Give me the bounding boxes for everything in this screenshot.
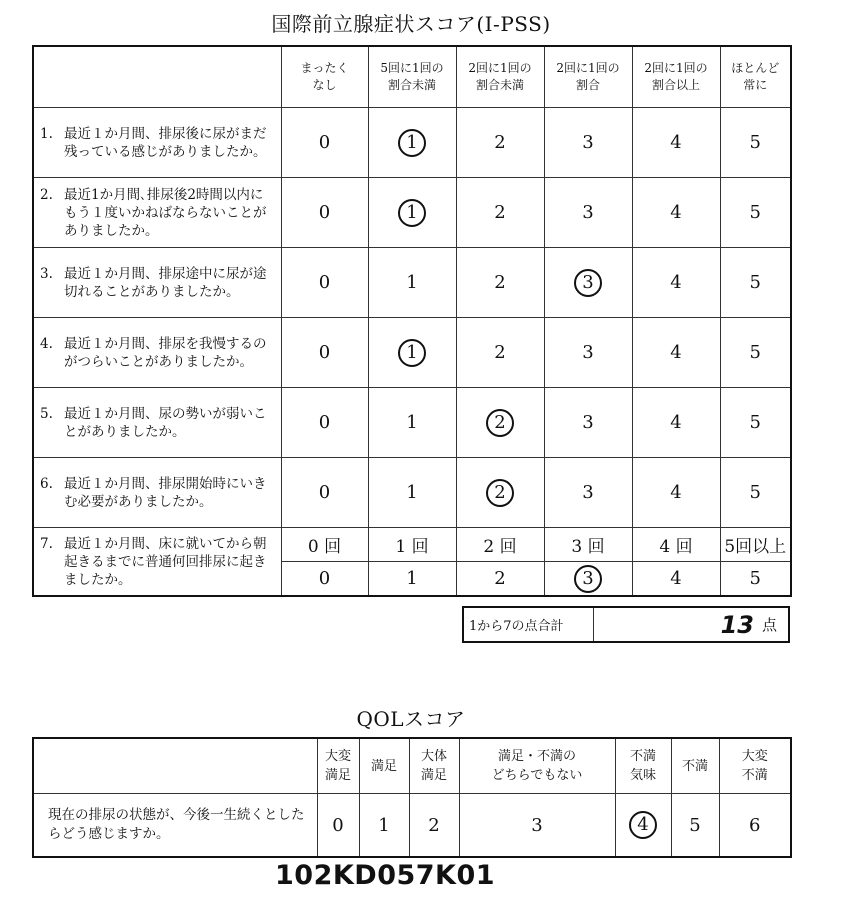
- ipss-header-blank: [33, 46, 281, 108]
- qol-column-header: 大変 満足: [317, 738, 359, 794]
- qol-score-cell[interactable]: 1: [359, 794, 409, 858]
- question-text: [33, 528, 281, 597]
- qol-header-row: [33, 738, 791, 794]
- total-score-unit: 点: [762, 616, 778, 634]
- question-number: 2.: [40, 186, 53, 203]
- question-label: 最近１か月間、排尿を我慢するのがつらいことがありましたか。: [64, 335, 267, 370]
- ipss-question-row: [33, 318, 791, 388]
- question-label: 最近１か月間、排尿開始時にいきむ必要がありましたか。: [64, 475, 267, 510]
- qol-score-cell[interactable]: 2: [409, 794, 459, 858]
- ipss-column-header: 2回に1回の 割合: [544, 46, 632, 108]
- ipss-question-row: [33, 388, 791, 458]
- question-text: [33, 248, 281, 318]
- ipss-column-header: 2回に1回の 割合以上: [632, 46, 720, 108]
- qol-score-cell[interactable]: [615, 794, 671, 858]
- qol-column-header: 大変 不満: [719, 738, 791, 794]
- score-cell[interactable]: 4: [632, 248, 720, 318]
- score-cell[interactable]: 4: [632, 562, 720, 597]
- selected-score-circle: 2: [486, 409, 514, 437]
- qol-column-header: 満足・不満の どちらでもない: [459, 738, 615, 794]
- qol-score-cell[interactable]: 0: [317, 794, 359, 858]
- ipss-title: 国際前立腺症状スコア(I-PSS): [271, 12, 551, 36]
- qol-score-cell[interactable]: 6: [719, 794, 791, 858]
- selected-score-circle: 4: [629, 811, 657, 839]
- qol-score-cell[interactable]: 3: [459, 794, 615, 858]
- question-number: 5.: [40, 405, 53, 422]
- score-cell[interactable]: 3: [544, 178, 632, 248]
- selected-score-circle: 3: [574, 269, 602, 297]
- ipss-question-row: [33, 458, 791, 528]
- ipss-question-row: [33, 248, 791, 318]
- score-cell[interactable]: 3: [544, 458, 632, 528]
- score-cell[interactable]: 4: [632, 178, 720, 248]
- ipss-question-row: [33, 178, 791, 248]
- question-text: [33, 388, 281, 458]
- ipss-table: [32, 45, 792, 597]
- score-cell[interactable]: 0: [281, 388, 368, 458]
- score-cell[interactable]: 0: [281, 458, 368, 528]
- score-cell[interactable]: 2: [456, 562, 544, 597]
- question-number: 6.: [40, 475, 53, 492]
- score-cell[interactable]: [368, 108, 456, 178]
- score-cell[interactable]: 5: [720, 388, 791, 458]
- qol-question: 現在の排尿の状態が、今後一生続くとしたらどう感じますか。: [33, 794, 317, 858]
- score-cell[interactable]: 0: [281, 248, 368, 318]
- selected-score-circle: 3: [574, 565, 602, 593]
- score-cell[interactable]: 1: [368, 458, 456, 528]
- selected-score-circle: 1: [398, 199, 426, 227]
- question-number: 1.: [40, 125, 53, 142]
- total-score-box: [462, 606, 790, 643]
- qol-column-header: 不満 気味: [615, 738, 671, 794]
- score-cell[interactable]: 2: [456, 248, 544, 318]
- question-text: [33, 108, 281, 178]
- question-text: [33, 178, 281, 248]
- score-cell[interactable]: 0: [281, 178, 368, 248]
- total-score-value: 13: [720, 610, 754, 639]
- selected-score-circle: 2: [486, 479, 514, 507]
- qol-column-header: 大体 満足: [409, 738, 459, 794]
- qol-column-header: 満足: [359, 738, 409, 794]
- form-code: 102KD057K01: [275, 860, 496, 891]
- question-number: 7.: [40, 535, 53, 552]
- question-label: 最近１か月間、排尿後に尿がまだ残っている感じがありましたか。: [64, 125, 267, 160]
- frequency-cell: 3 回: [544, 528, 632, 562]
- selected-score-circle: 1: [398, 339, 426, 367]
- qol-title: QOLスコア: [356, 707, 466, 731]
- score-cell[interactable]: [456, 458, 544, 528]
- question-label: 最近１か月間、尿の勢いが弱いことがありましたか。: [64, 405, 267, 440]
- total-score-label: 1から7の点合計: [464, 608, 594, 641]
- qol-header-blank: [33, 738, 317, 794]
- frequency-cell: 4 回: [632, 528, 720, 562]
- score-cell[interactable]: 5: [720, 562, 791, 597]
- question-label: 最近１か月間、床に就いてから朝起きるまでに普通何回排尿に起きましたか。: [64, 535, 267, 588]
- score-cell[interactable]: [368, 178, 456, 248]
- score-cell[interactable]: 3: [544, 318, 632, 388]
- question-label: 最近1か月間､排尿後2時間以内にもう１度いかねばならないことがありましたか。: [64, 186, 267, 239]
- question-number: 4.: [40, 335, 53, 352]
- score-cell[interactable]: 4: [632, 388, 720, 458]
- qol-score-cell[interactable]: 5: [671, 794, 719, 858]
- score-cell[interactable]: 5: [720, 248, 791, 318]
- frequency-cell: 2 回: [456, 528, 544, 562]
- score-cell[interactable]: 4: [632, 458, 720, 528]
- score-cell[interactable]: 1: [368, 248, 456, 318]
- score-cell[interactable]: 4: [632, 108, 720, 178]
- ipss-question-row: [33, 528, 791, 562]
- score-cell[interactable]: 0: [281, 562, 368, 597]
- ipss-column-header: まったく なし: [281, 46, 368, 108]
- frequency-cell: 0 回: [281, 528, 368, 562]
- score-cell[interactable]: 3: [544, 388, 632, 458]
- score-cell[interactable]: 2: [456, 178, 544, 248]
- ipss-column-header: 2回に1回の 割合未満: [456, 46, 544, 108]
- score-cell[interactable]: [368, 318, 456, 388]
- ipss-header-row: [33, 46, 791, 108]
- qol-table: [32, 737, 792, 858]
- question-number: 3.: [40, 265, 53, 282]
- score-cell[interactable]: [544, 248, 632, 318]
- score-cell[interactable]: [544, 562, 632, 597]
- score-cell[interactable]: 0: [281, 318, 368, 388]
- selected-score-circle: 1: [398, 129, 426, 157]
- question-label: 最近１か月間、排尿途中に尿が途切れることがありましたか。: [64, 265, 267, 300]
- score-cell[interactable]: [456, 388, 544, 458]
- question-text: [33, 458, 281, 528]
- ipss-column-header: 5回に1回の 割合未満: [368, 46, 456, 108]
- qol-row: [33, 794, 791, 858]
- score-cell[interactable]: 3: [544, 108, 632, 178]
- score-cell[interactable]: 0: [281, 108, 368, 178]
- score-cell[interactable]: 1: [368, 388, 456, 458]
- score-cell[interactable]: 5: [720, 108, 791, 178]
- score-cell[interactable]: 5: [720, 458, 791, 528]
- frequency-cell: 5回以上: [720, 528, 791, 562]
- score-cell[interactable]: 4: [632, 318, 720, 388]
- ipss-question-row: [33, 108, 791, 178]
- score-cell[interactable]: 5: [720, 178, 791, 248]
- question-text: [33, 318, 281, 388]
- score-cell[interactable]: 2: [456, 318, 544, 388]
- frequency-cell: 1 回: [368, 528, 456, 562]
- score-cell[interactable]: 5: [720, 318, 791, 388]
- score-cell[interactable]: 1: [368, 562, 456, 597]
- ipss-column-header: ほとんど 常に: [720, 46, 791, 108]
- qol-column-header: 不満: [671, 738, 719, 794]
- score-cell[interactable]: 2: [456, 108, 544, 178]
